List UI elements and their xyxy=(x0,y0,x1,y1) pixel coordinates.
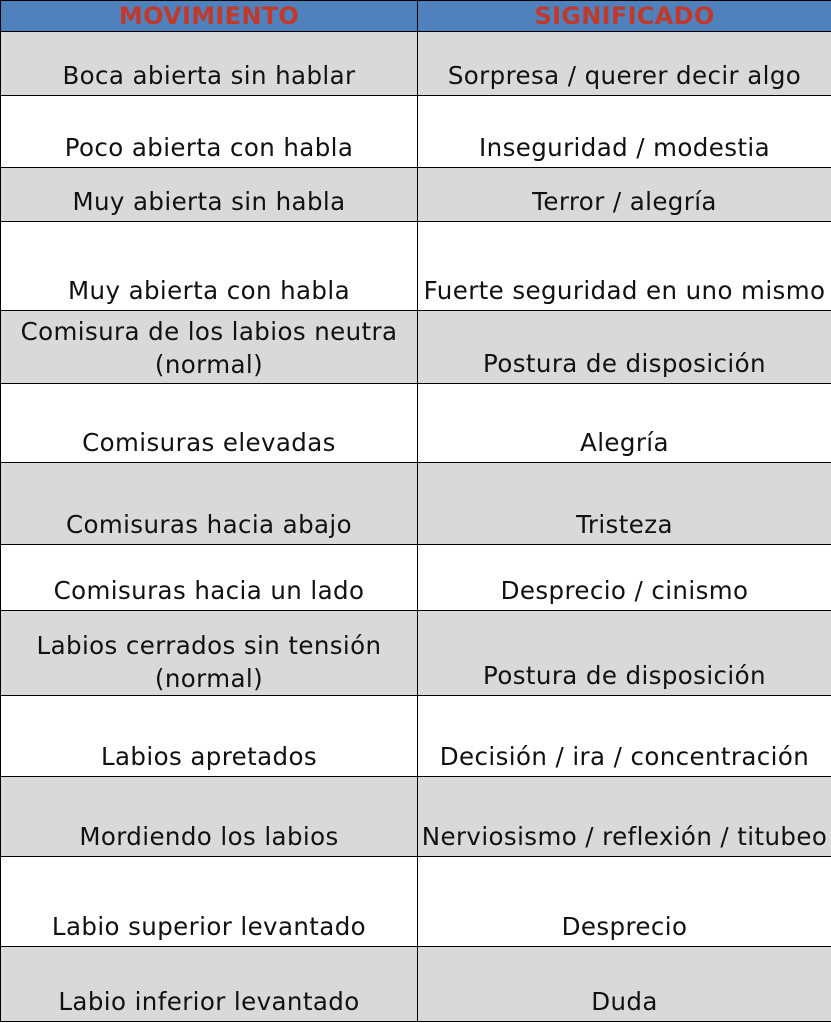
cell-significado: Inseguridad / modestia xyxy=(418,96,831,168)
cell-movimiento: Poco abierta con habla xyxy=(1,96,418,168)
cell-significado: Postura de disposición xyxy=(418,611,831,696)
table-row xyxy=(1,611,831,696)
table-row xyxy=(1,777,831,857)
cell-significado: Decisión / ira / concentración xyxy=(418,696,831,777)
cell-movimiento: Comisuras hacia abajo xyxy=(1,463,418,545)
table-row xyxy=(1,384,831,463)
header-movimiento: MOVIMIENTO xyxy=(1,1,418,32)
cell-significado: Alegría xyxy=(418,384,831,463)
table-row xyxy=(1,545,831,611)
cell-significado: Postura de disposición xyxy=(418,311,831,384)
cell-significado: Terror / alegría xyxy=(418,168,831,222)
table-row xyxy=(1,947,831,1022)
cell-significado: Sorpresa / querer decir algo xyxy=(418,32,831,96)
header-row xyxy=(1,1,831,32)
cell-significado: Nerviosismo / reflexión / titubeo xyxy=(418,777,831,857)
cell-movimiento: Comisuras hacia un lado xyxy=(1,545,418,611)
cell-movimiento: Mordiendo los labios xyxy=(1,777,418,857)
cell-significado: Duda xyxy=(418,947,831,1022)
cell-movimiento: Labios cerrados sin tensión (normal) xyxy=(1,611,418,696)
table-row xyxy=(1,32,831,96)
table-row xyxy=(1,696,831,777)
cell-movimiento: Muy abierta sin habla xyxy=(1,168,418,222)
header-significado: SIGNIFICADO xyxy=(418,1,831,32)
cell-movimiento: Boca abierta sin hablar xyxy=(1,32,418,96)
table-row xyxy=(1,857,831,947)
table-row xyxy=(1,222,831,311)
cell-significado: Fuerte seguridad en uno mismo xyxy=(418,222,831,311)
cell-movimiento: Comisuras elevadas xyxy=(1,384,418,463)
cell-significado: Tristeza xyxy=(418,463,831,545)
table-row xyxy=(1,463,831,545)
cell-movimiento: Labios apretados xyxy=(1,696,418,777)
cell-movimiento: Labio inferior levantado xyxy=(1,947,418,1022)
cell-significado: Desprecio xyxy=(418,857,831,947)
table-row xyxy=(1,168,831,222)
cell-movimiento: Muy abierta con habla xyxy=(1,222,418,311)
table-row xyxy=(1,311,831,384)
cell-significado: Desprecio / cinismo xyxy=(418,545,831,611)
cell-movimiento: Comisura de los labios neutra (normal) xyxy=(1,311,418,384)
table-row xyxy=(1,96,831,168)
cell-movimiento: Labio superior levantado xyxy=(1,857,418,947)
